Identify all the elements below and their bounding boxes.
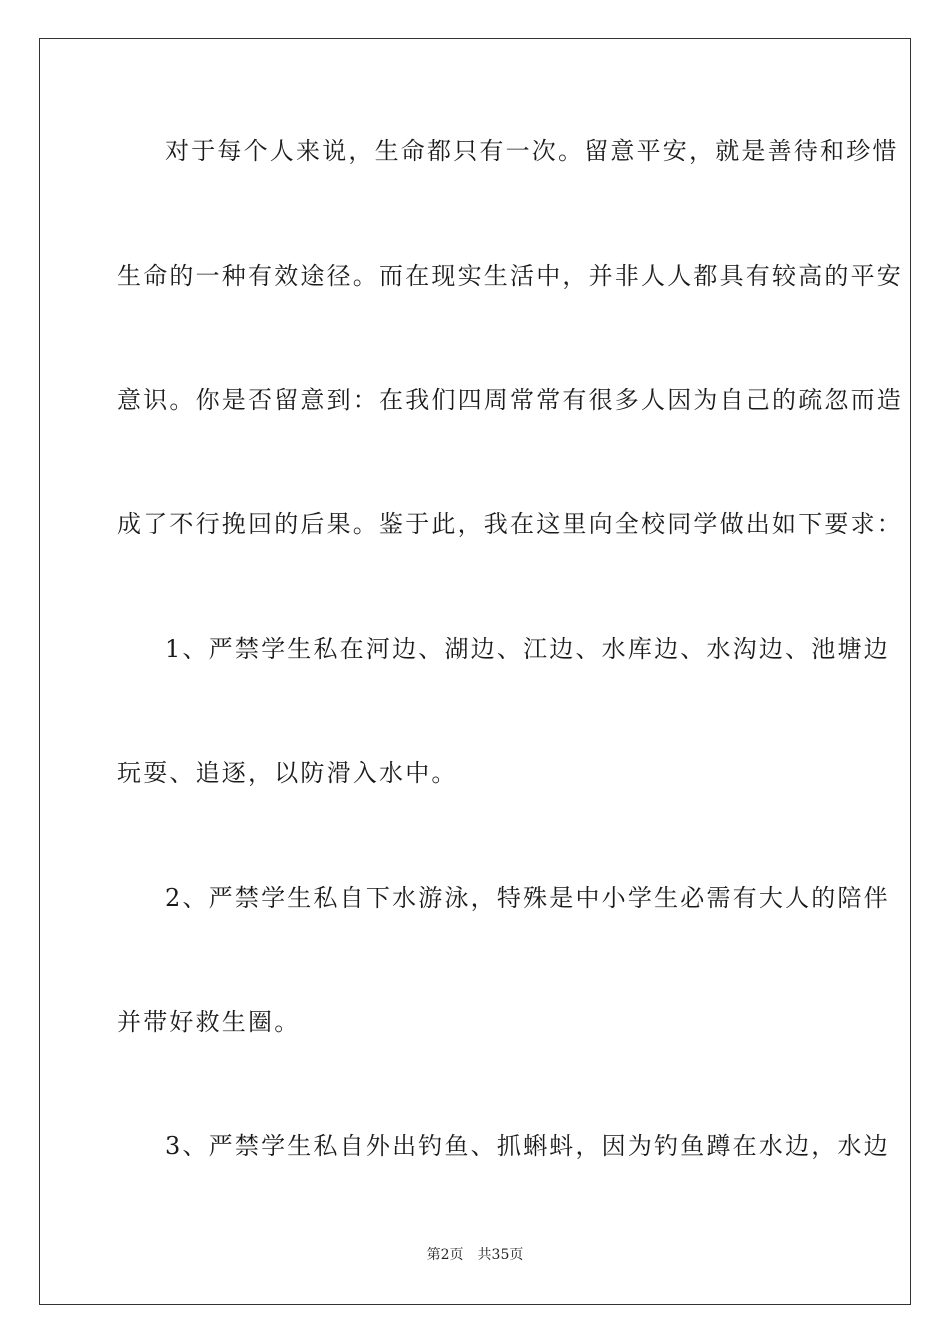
page-border <box>39 38 911 1305</box>
page-number: 第2页 <box>426 1247 464 1263</box>
page-footer <box>0 1244 950 1264</box>
paragraph-line: 对于每个人来说，生命都只有一次。留意平安，就是善待和珍惜 <box>165 137 899 165</box>
list-item-1-line: 1、严禁学生私在河边、湖边、江边、水库边、水沟边、池塘边 <box>165 635 890 663</box>
paragraph-line: 意识。你是否留意到：在我们四周常常有很多人因为自己的疏忽而造 <box>117 386 903 414</box>
list-item-2-line: 并带好救生圈。 <box>117 1008 301 1036</box>
list-item-2-line: 2、严禁学生私自下水游泳，特殊是中小学生必需有大人的陪伴 <box>165 884 890 912</box>
paragraph-line: 成了不行挽回的后果。鉴于此，我在这里向全校同学做出如下要求： <box>117 510 903 538</box>
list-item-1-line: 玩耍、追逐，以防滑入水中。 <box>117 759 458 787</box>
total-pages: 共35页 <box>477 1247 524 1263</box>
list-item-3-line: 3、严禁学生私自外出钓鱼、抓蝌蚪，因为钓鱼蹲在水边，水边 <box>165 1132 890 1160</box>
paragraph-line: 生命的一种有效途径。而在现实生活中，并非人人都具有较高的平安 <box>117 262 903 290</box>
